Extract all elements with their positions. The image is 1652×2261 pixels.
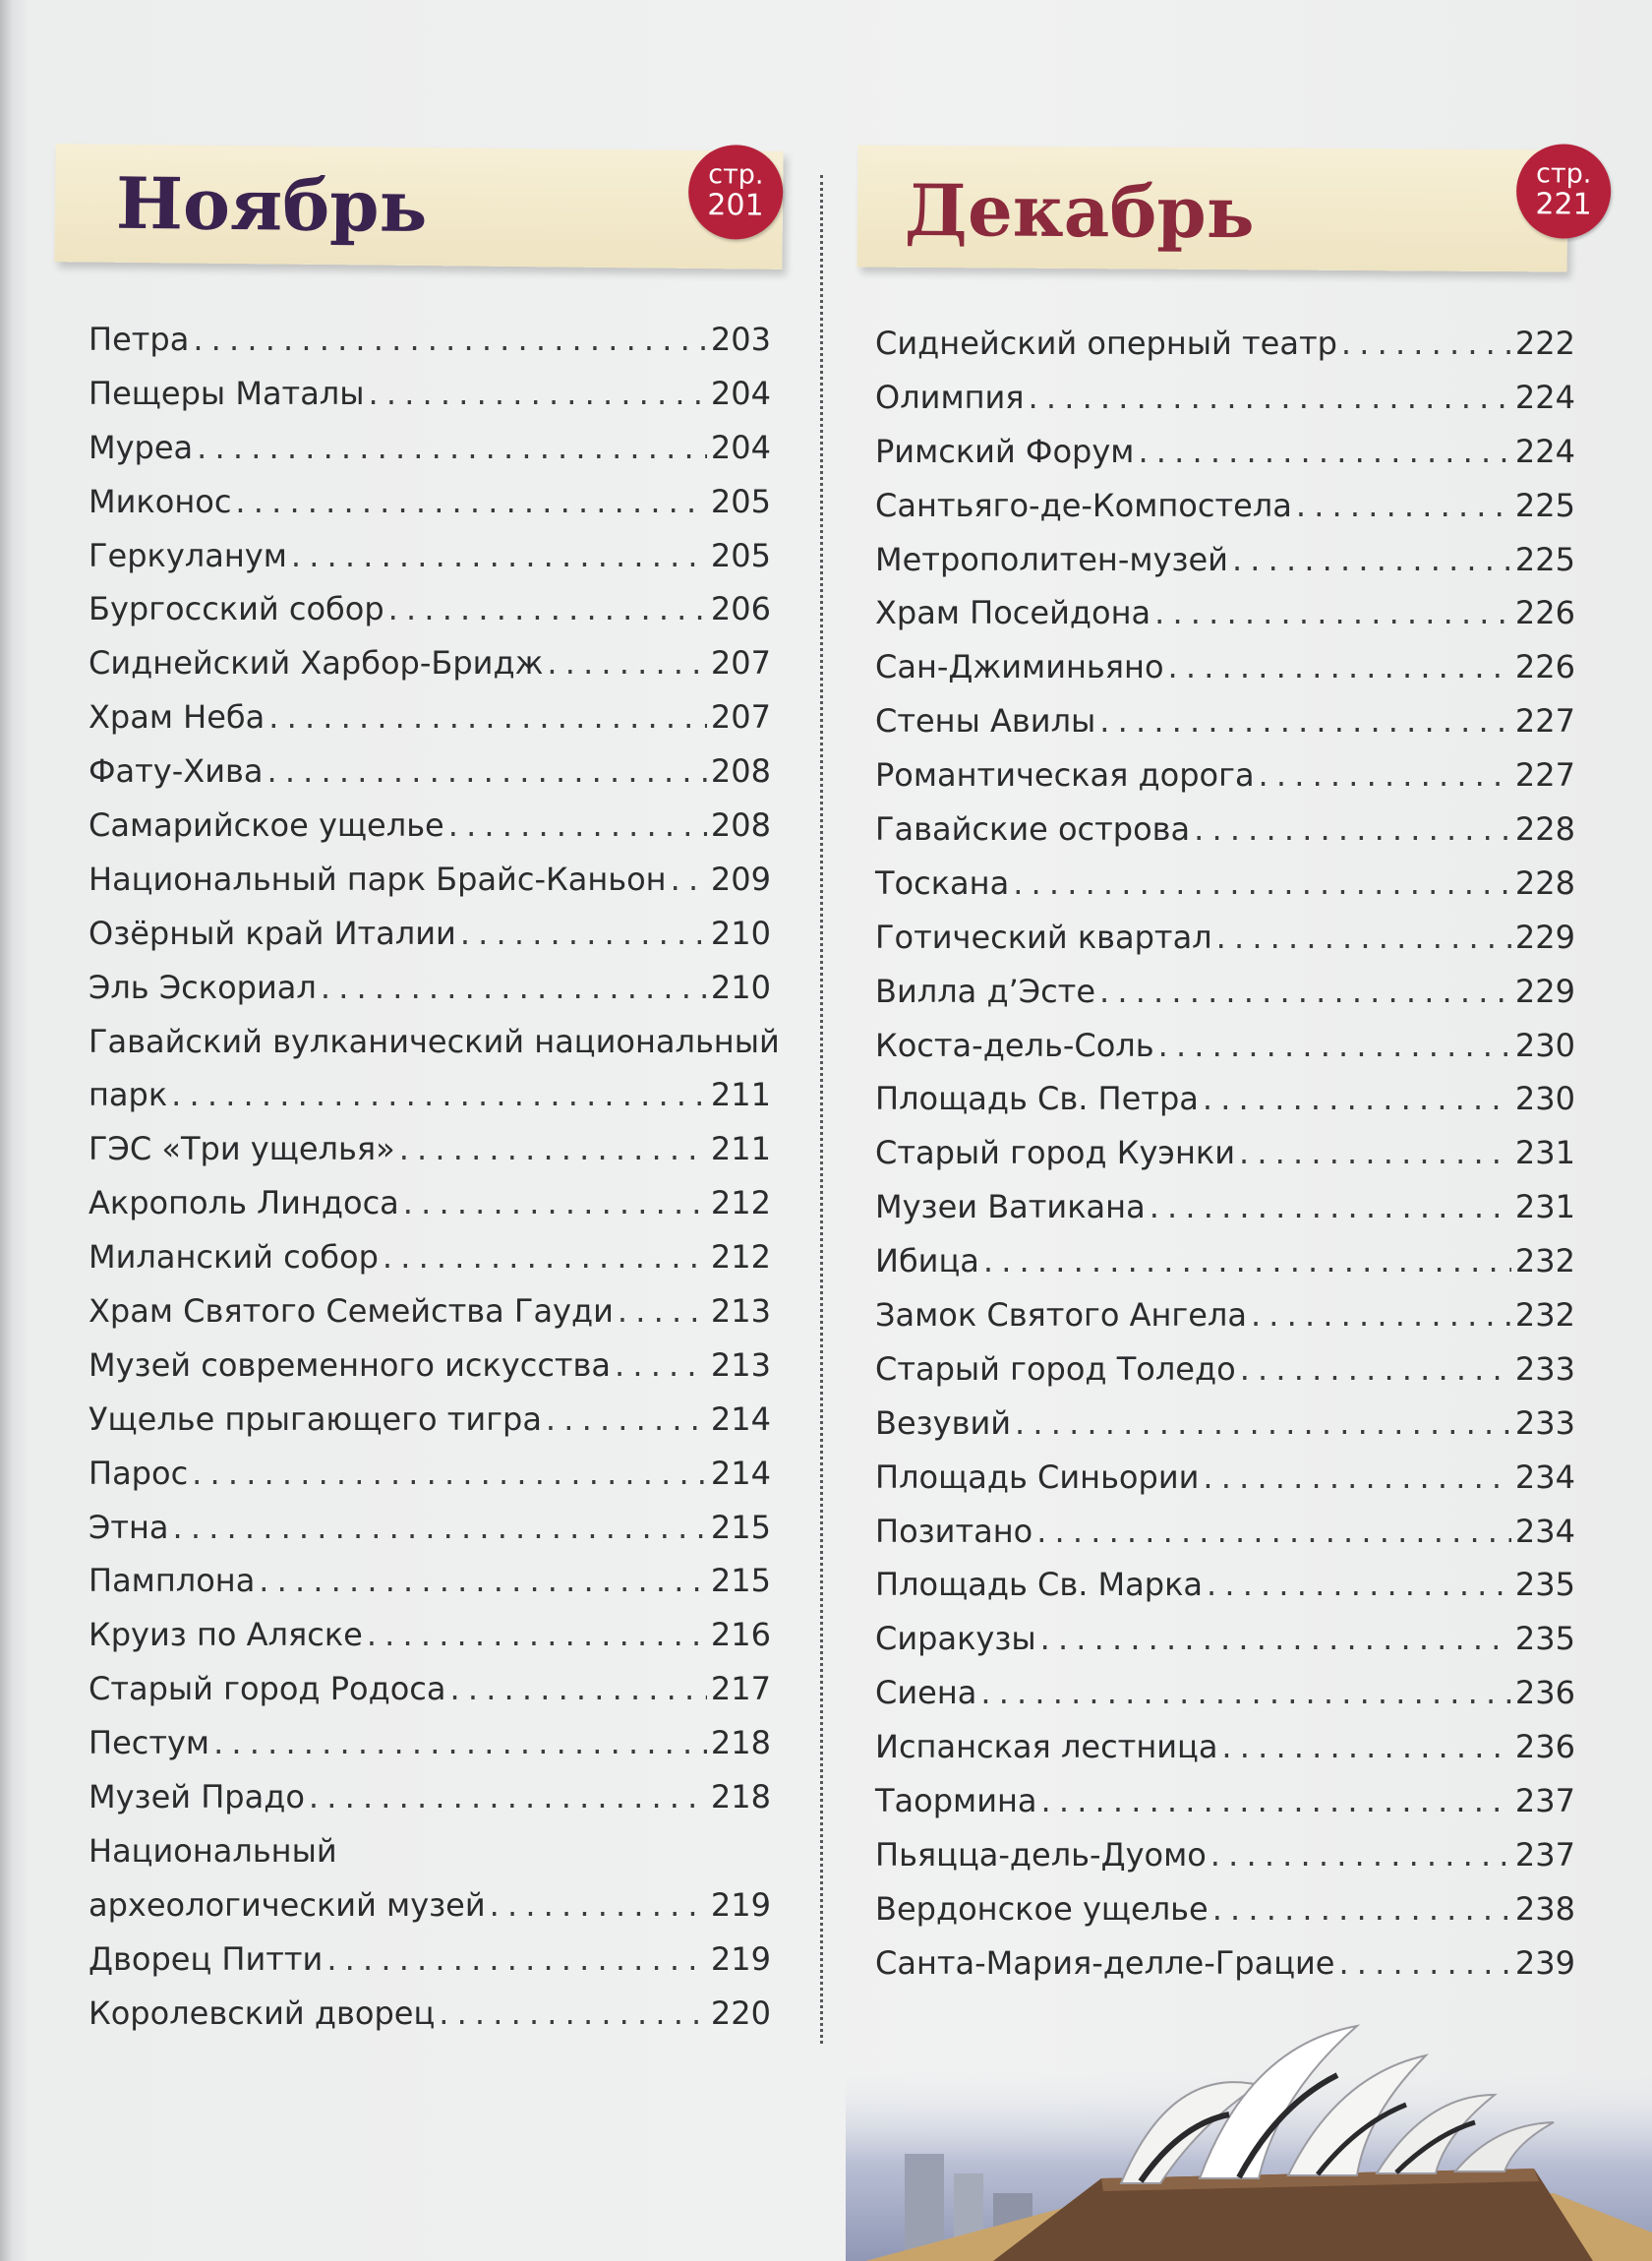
- dot-leader: [546, 1393, 707, 1447]
- toc-entry-title: Старый город Куэнки: [875, 1134, 1235, 1172]
- toc-entry-title: Ибица: [875, 1242, 979, 1280]
- toc-entry-title: Площадь Св. Марка: [875, 1566, 1204, 1604]
- toc-entry[interactable]: [875, 1558, 1575, 1612]
- toc-entry[interactable]: [875, 1505, 1575, 1559]
- toc-entry-title: Дворец Питти: [88, 1939, 324, 1978]
- toc-entry-title: Бургосский собор: [88, 590, 384, 628]
- toc-entry-title-line: Гавайский вулканический национальный: [88, 1022, 780, 1060]
- toc-entry[interactable]: [875, 965, 1575, 1019]
- toc-entry-page-number: 206: [710, 590, 771, 628]
- toc-entry[interactable]: [88, 1393, 771, 1447]
- toc-entry-page-number: 225: [1514, 486, 1575, 524]
- toc-entry-page-number: 212: [710, 1238, 771, 1277]
- toc-entry-title: археологический музей: [88, 1885, 486, 1924]
- toc-entry-page-number: 211: [710, 1130, 771, 1168]
- page-spine-shadow: [0, 0, 14, 2261]
- dot-leader: [1168, 640, 1511, 694]
- toc-entry-page-number: 203: [710, 321, 771, 358]
- toc-entry-title: Храм Посейдона: [875, 594, 1151, 632]
- toc-entry-title: Музей современного искусства: [88, 1345, 612, 1384]
- dot-leader: [1232, 533, 1511, 587]
- dot-leader: [1099, 965, 1511, 1019]
- toc-entry-title: Сиена: [875, 1674, 977, 1712]
- toc-entry[interactable]: [88, 636, 771, 690]
- toc-entry-page-number: 204: [710, 428, 771, 466]
- toc-entry[interactable]: [88, 529, 771, 583]
- toc-entry-title: Старый город Родоса: [88, 1670, 446, 1708]
- table-of-contents-december: [875, 317, 1575, 1991]
- toc-entry-title: Геркуланум: [88, 536, 287, 574]
- toc-entry[interactable]: [88, 1339, 771, 1393]
- toc-entry-page-number: 210: [710, 968, 771, 1006]
- dot-leader: [450, 1662, 707, 1716]
- toc-entry-title: Музеи Ватикана: [875, 1188, 1146, 1226]
- toc-entry-title: Миланский собор: [88, 1238, 379, 1277]
- toc-entry-page-number: 236: [1514, 1674, 1575, 1712]
- toc-entry-page-number: 212: [710, 1184, 771, 1222]
- dot-leader: [173, 1501, 707, 1555]
- toc-entry-page-number: 236: [1514, 1728, 1575, 1766]
- dot-leader: [1150, 1180, 1511, 1234]
- toc-entry-title: Сиднейский Харбор-Бридж: [88, 644, 544, 683]
- toc-entry[interactable]: [88, 1068, 771, 1122]
- dot-leader: [1158, 1019, 1511, 1073]
- toc-entry-page-number: 229: [1514, 972, 1575, 1010]
- dot-leader: [383, 1230, 707, 1284]
- toc-entry-title: Музей Прадо: [88, 1778, 305, 1816]
- dot-leader: [1041, 1774, 1511, 1828]
- toc-entry[interactable]: [88, 690, 771, 744]
- toc-entry[interactable]: [88, 367, 771, 421]
- toc-entry-page-number: 234: [1514, 1512, 1575, 1550]
- dot-leader: [1240, 1342, 1511, 1397]
- dot-leader: [1138, 425, 1510, 479]
- toc-entry-page-number: 233: [1514, 1349, 1575, 1388]
- toc-entry[interactable]: [875, 694, 1575, 748]
- badge-prefix: стр.: [708, 159, 764, 191]
- toc-entry[interactable]: [88, 1608, 771, 1662]
- toc-entry[interactable]: [88, 907, 771, 961]
- toc-entry-page-number: 213: [710, 1292, 771, 1331]
- dot-leader: [547, 636, 707, 690]
- toc-entry-page-number: 231: [1514, 1188, 1575, 1226]
- toc-entry[interactable]: [875, 748, 1575, 803]
- dot-leader: [197, 421, 707, 475]
- toc-entry-title: Тоскана: [875, 863, 1010, 902]
- dot-leader: [213, 1716, 707, 1770]
- toc-entry-page-number: 207: [710, 644, 771, 683]
- toc-entry[interactable]: [88, 1878, 771, 1933]
- toc-entry[interactable]: [875, 1234, 1575, 1288]
- dot-leader: [1210, 1828, 1511, 1882]
- toc-entry-title: Национальный парк Брайс-Каньон: [88, 860, 667, 898]
- dot-leader: [448, 799, 707, 853]
- toc-entry-page-number: 226: [1514, 648, 1575, 686]
- dot-leader: [259, 1554, 707, 1608]
- toc-entry-page-number: 237: [1514, 1782, 1575, 1820]
- toc-entry-page-number: 204: [710, 374, 771, 412]
- dot-leader: [309, 1770, 707, 1824]
- toc-entry-page-number: 225: [1514, 540, 1575, 578]
- toc-entry-title: ГЭС «Три ущелья»: [88, 1130, 395, 1168]
- toc-entry[interactable]: [875, 1180, 1575, 1234]
- month-banner-december: [857, 145, 1592, 271]
- dot-leader: [1341, 317, 1511, 371]
- toc-entry-title: Сан-Джиминьяно: [875, 648, 1164, 686]
- toc-entry-page-number: 209: [710, 860, 771, 898]
- dot-leader: [326, 1933, 707, 1987]
- toc-entry-page-number: 205: [710, 536, 771, 574]
- toc-entry-page-number: 230: [1514, 1080, 1575, 1118]
- table-of-contents-november: [88, 313, 780, 2041]
- dot-leader: [235, 475, 707, 529]
- toc-entry[interactable]: [88, 1447, 771, 1501]
- toc-entry-title: Акрополь Линдоса: [88, 1184, 399, 1222]
- dot-leader: [403, 1176, 707, 1230]
- toc-entry-title: Площадь Синьории: [875, 1458, 1200, 1496]
- toc-entry-title: Романтическая дорога: [875, 756, 1255, 795]
- toc-entry-title: Озёрный край Италии: [88, 914, 456, 952]
- toc-entry-page-number: 218: [710, 1724, 771, 1762]
- dot-leader: [983, 1234, 1511, 1288]
- month-title: Ноябрь: [115, 160, 428, 249]
- toc-entry[interactable]: [88, 1284, 771, 1339]
- dot-leader: [1216, 911, 1511, 965]
- toc-entry-page-number: 215: [710, 1508, 771, 1546]
- dot-leader: [1296, 479, 1511, 533]
- toc-entry-title: Везувий: [875, 1403, 1012, 1442]
- dot-leader: [369, 367, 707, 421]
- toc-entry-title: Самарийское ущелье: [88, 806, 444, 845]
- month-banner-november: [54, 144, 783, 269]
- toc-entry-title-line: Национальный: [88, 1831, 337, 1870]
- toc-entry-title: Сиракузы: [875, 1620, 1036, 1658]
- toc-entry[interactable]: [875, 317, 1575, 371]
- dot-leader: [192, 1447, 707, 1501]
- dot-leader: [1221, 1720, 1511, 1774]
- toc-entry-title: Коста-дель-Соль: [875, 1026, 1154, 1064]
- toc-entry-page-number: 229: [1514, 918, 1575, 956]
- toc-entry[interactable]: [875, 803, 1575, 857]
- toc-entry-title: Королевский дворец: [88, 1993, 436, 2032]
- toc-entry-title: Этна: [88, 1508, 169, 1546]
- dot-leader: [171, 1068, 707, 1122]
- toc-entry-page-number: 233: [1514, 1403, 1575, 1442]
- toc-entry[interactable]: [875, 1397, 1575, 1451]
- toc-entry-page-number: 207: [710, 698, 771, 737]
- toc-entry-page-number: 230: [1514, 1026, 1575, 1064]
- toc-entry[interactable]: [875, 1072, 1575, 1126]
- toc-entry-title: Метрополитен-музей: [875, 540, 1228, 578]
- toc-entry-page-number: 216: [710, 1616, 771, 1654]
- toc-entry-page-number: 237: [1514, 1835, 1575, 1874]
- toc-entry[interactable]: [875, 1882, 1575, 1936]
- dot-leader: [615, 1339, 707, 1393]
- toc-entry-page-number: 213: [710, 1345, 771, 1384]
- toc-entry[interactable]: [875, 371, 1575, 425]
- dot-leader: [266, 744, 706, 799]
- toc-entry[interactable]: [88, 1230, 771, 1284]
- toc-entry-title: Старый город Толедо: [875, 1349, 1236, 1388]
- toc-entry[interactable]: [88, 1933, 771, 1987]
- column-divider: [820, 175, 823, 2044]
- dot-leader: [1251, 1288, 1511, 1342]
- toc-entry-page-number: 210: [710, 914, 771, 952]
- toc-entry[interactable]: [88, 475, 771, 529]
- toc-entry-title: парк: [88, 1076, 168, 1114]
- toc-entry-title: Муреа: [88, 428, 194, 466]
- toc-entry-page-number: 219: [710, 1939, 771, 1978]
- toc-entry-page-number: 228: [1514, 810, 1575, 849]
- toc-entry-title: Готический квартал: [875, 918, 1212, 956]
- toc-entry[interactable]: [875, 857, 1575, 911]
- badge-page-number: 201: [707, 188, 764, 223]
- dot-leader: [1029, 371, 1511, 425]
- sydney-opera-house-illustration: [846, 2006, 1652, 2261]
- toc-entry-page-number: 226: [1514, 594, 1575, 632]
- toc-entry-title: Вердонское ущелье: [875, 1889, 1209, 1928]
- toc-entry-page-number: 217: [710, 1670, 771, 1708]
- toc-entry-page-number: 214: [710, 1399, 771, 1438]
- toc-entry-title: Олимпия: [875, 378, 1025, 416]
- toc-entry-page-number: 235: [1514, 1566, 1575, 1604]
- dot-leader: [268, 690, 707, 744]
- toc-entry-page-number: 228: [1514, 863, 1575, 902]
- december-column: [857, 148, 1592, 1982]
- toc-entry[interactable]: [875, 1774, 1575, 1828]
- toc-entry[interactable]: [875, 1288, 1575, 1342]
- dot-leader: [1015, 1397, 1511, 1451]
- toc-entry[interactable]: [88, 1770, 771, 1824]
- dot-leader: [367, 1608, 707, 1662]
- dot-leader: [388, 582, 707, 636]
- toc-entry-title: Стены Авилы: [875, 702, 1096, 741]
- dot-leader: [399, 1122, 707, 1176]
- dot-leader: [1259, 748, 1511, 803]
- dot-leader: [1013, 857, 1511, 911]
- toc-entry-page-number: 205: [710, 482, 771, 520]
- toc-entry-page-number: 219: [710, 1885, 771, 1924]
- toc-entry[interactable]: [88, 1122, 771, 1176]
- badge-page-number: 221: [1535, 187, 1592, 222]
- toc-entry-title: Фату-Хива: [88, 752, 264, 791]
- toc-entry-page-number: 218: [710, 1778, 771, 1816]
- dot-leader: [1203, 1072, 1511, 1126]
- toc-entry[interactable]: [88, 961, 771, 1015]
- dot-leader: [1207, 1558, 1511, 1612]
- toc-entry[interactable]: [875, 1666, 1575, 1720]
- toc-entry-title: Парос: [88, 1454, 189, 1492]
- toc-entry-title: Римский Форум: [875, 432, 1135, 470]
- toc-entry[interactable]: [875, 1828, 1575, 1882]
- toc-entry[interactable]: [88, 799, 771, 853]
- dot-leader: [1040, 1612, 1511, 1666]
- toc-entry[interactable]: [875, 1936, 1575, 1991]
- dot-leader: [1338, 1936, 1510, 1991]
- toc-entry-page-number: 235: [1514, 1620, 1575, 1658]
- toc-entry[interactable]: [875, 586, 1575, 640]
- dot-leader: [1154, 586, 1511, 640]
- toc-entry[interactable]: [88, 1662, 771, 1716]
- dot-leader: [980, 1666, 1511, 1720]
- dot-leader: [460, 907, 707, 961]
- toc-entry[interactable]: [875, 911, 1575, 965]
- dot-leader: [193, 313, 707, 367]
- dot-leader: [439, 1987, 707, 2041]
- dot-leader: [321, 961, 707, 1015]
- toc-entry[interactable]: [88, 853, 771, 907]
- toc-entry-page-number: 224: [1514, 432, 1575, 470]
- dot-leader: [671, 853, 707, 907]
- page-badge: [688, 145, 784, 240]
- dot-leader: [1239, 1126, 1511, 1180]
- toc-entry-title: Пестум: [88, 1724, 210, 1762]
- toc-entry[interactable]: [875, 1720, 1575, 1774]
- toc-entry-title: Ущелье прыгающего тигра: [88, 1399, 542, 1438]
- toc-entry[interactable]: [88, 1501, 771, 1555]
- toc-entry-title: Пещеры Маталы: [88, 374, 365, 412]
- toc-entry-title: Испанская лестница: [875, 1728, 1218, 1766]
- toc-entry-title: Санта-Мария-делле-Грацие: [875, 1943, 1335, 1982]
- toc-entry[interactable]: [88, 1554, 771, 1608]
- toc-entry-page-number: 211: [710, 1076, 771, 1114]
- toc-entry-title: Сантьяго-де-Компостела: [875, 486, 1292, 524]
- toc-entry-title: Вилла д’Эсте: [875, 972, 1095, 1010]
- toc-entry-page-number: 232: [1514, 1296, 1575, 1335]
- toc-entry-title: Пьяцца-дель-Дуомо: [875, 1835, 1207, 1874]
- toc-entry-page-number: 220: [710, 1993, 771, 2032]
- toc-entry-page-number: 208: [710, 806, 771, 845]
- dot-leader: [1203, 1451, 1511, 1505]
- toc-entry[interactable]: [875, 479, 1575, 533]
- toc-entry-title: Петра: [88, 321, 190, 358]
- toc-entry-page-number: 215: [710, 1562, 771, 1600]
- toc-entry-page-number: 227: [1514, 702, 1575, 741]
- dot-leader: [618, 1284, 707, 1339]
- toc-entry[interactable]: [88, 1987, 771, 2041]
- toc-entry[interactable]: [875, 1126, 1575, 1180]
- dot-leader: [1099, 694, 1511, 748]
- toc-entry-page-number: 227: [1514, 756, 1575, 795]
- toc-entry-page-number: 214: [710, 1454, 771, 1492]
- toc-entry-page-number: 222: [1514, 325, 1575, 362]
- toc-entry-title: Площадь Св. Петра: [875, 1080, 1199, 1118]
- toc-entry-title: Храм Святого Семейства Гауди: [88, 1292, 614, 1331]
- toc-entry-title: Памплона: [88, 1562, 256, 1600]
- toc-entry[interactable]: [88, 421, 771, 475]
- page-badge: [1516, 144, 1612, 239]
- toc-entry-title: Гавайские острова: [875, 810, 1191, 849]
- toc-entry[interactable]: [88, 582, 771, 636]
- toc-entry-title: Таормина: [875, 1782, 1037, 1820]
- toc-entry-title: Храм Неба: [88, 698, 266, 737]
- toc-entry[interactable]: [875, 1342, 1575, 1397]
- dot-leader: [291, 529, 707, 583]
- toc-entry-page-number: 224: [1514, 378, 1575, 416]
- toc-entry[interactable]: [88, 744, 771, 799]
- toc-entry-title: Сиднейский оперный театр: [875, 325, 1337, 362]
- toc-entry[interactable]: [875, 1019, 1575, 1073]
- toc-entry-title: Позитано: [875, 1512, 1033, 1550]
- toc-entry-page-number: 234: [1514, 1458, 1575, 1496]
- toc-entry-page-number: 208: [710, 752, 771, 791]
- badge-prefix: стр.: [1535, 158, 1592, 190]
- toc-entry-title: Круиз по Аляске: [88, 1616, 363, 1654]
- dot-leader: [490, 1878, 707, 1933]
- toc-entry-title: Замок Святого Ангела: [875, 1296, 1247, 1335]
- toc-entry[interactable]: [875, 533, 1575, 587]
- dot-leader: [1036, 1505, 1511, 1559]
- toc-entry[interactable]: [88, 1716, 771, 1770]
- toc-entry-page-number: 238: [1514, 1889, 1575, 1928]
- dot-leader: [1212, 1882, 1511, 1936]
- toc-entry-title: Миконос: [88, 482, 232, 520]
- toc-entry[interactable]: [875, 1612, 1575, 1666]
- toc-entry[interactable]: [88, 1176, 771, 1230]
- toc-entry-page-number: 239: [1514, 1943, 1575, 1982]
- toc-entry[interactable]: [875, 640, 1575, 694]
- november-column: [55, 148, 783, 2032]
- month-title: Декабрь: [904, 167, 1255, 255]
- toc-entry[interactable]: [875, 425, 1575, 479]
- toc-entry-page-number: 231: [1514, 1134, 1575, 1172]
- toc-entry-page-number: 232: [1514, 1242, 1575, 1280]
- toc-entry[interactable]: [875, 1451, 1575, 1505]
- toc-entry-title: Эль Эскориал: [88, 968, 317, 1006]
- dot-leader: [1194, 803, 1511, 857]
- toc-entry[interactable]: [88, 313, 771, 367]
